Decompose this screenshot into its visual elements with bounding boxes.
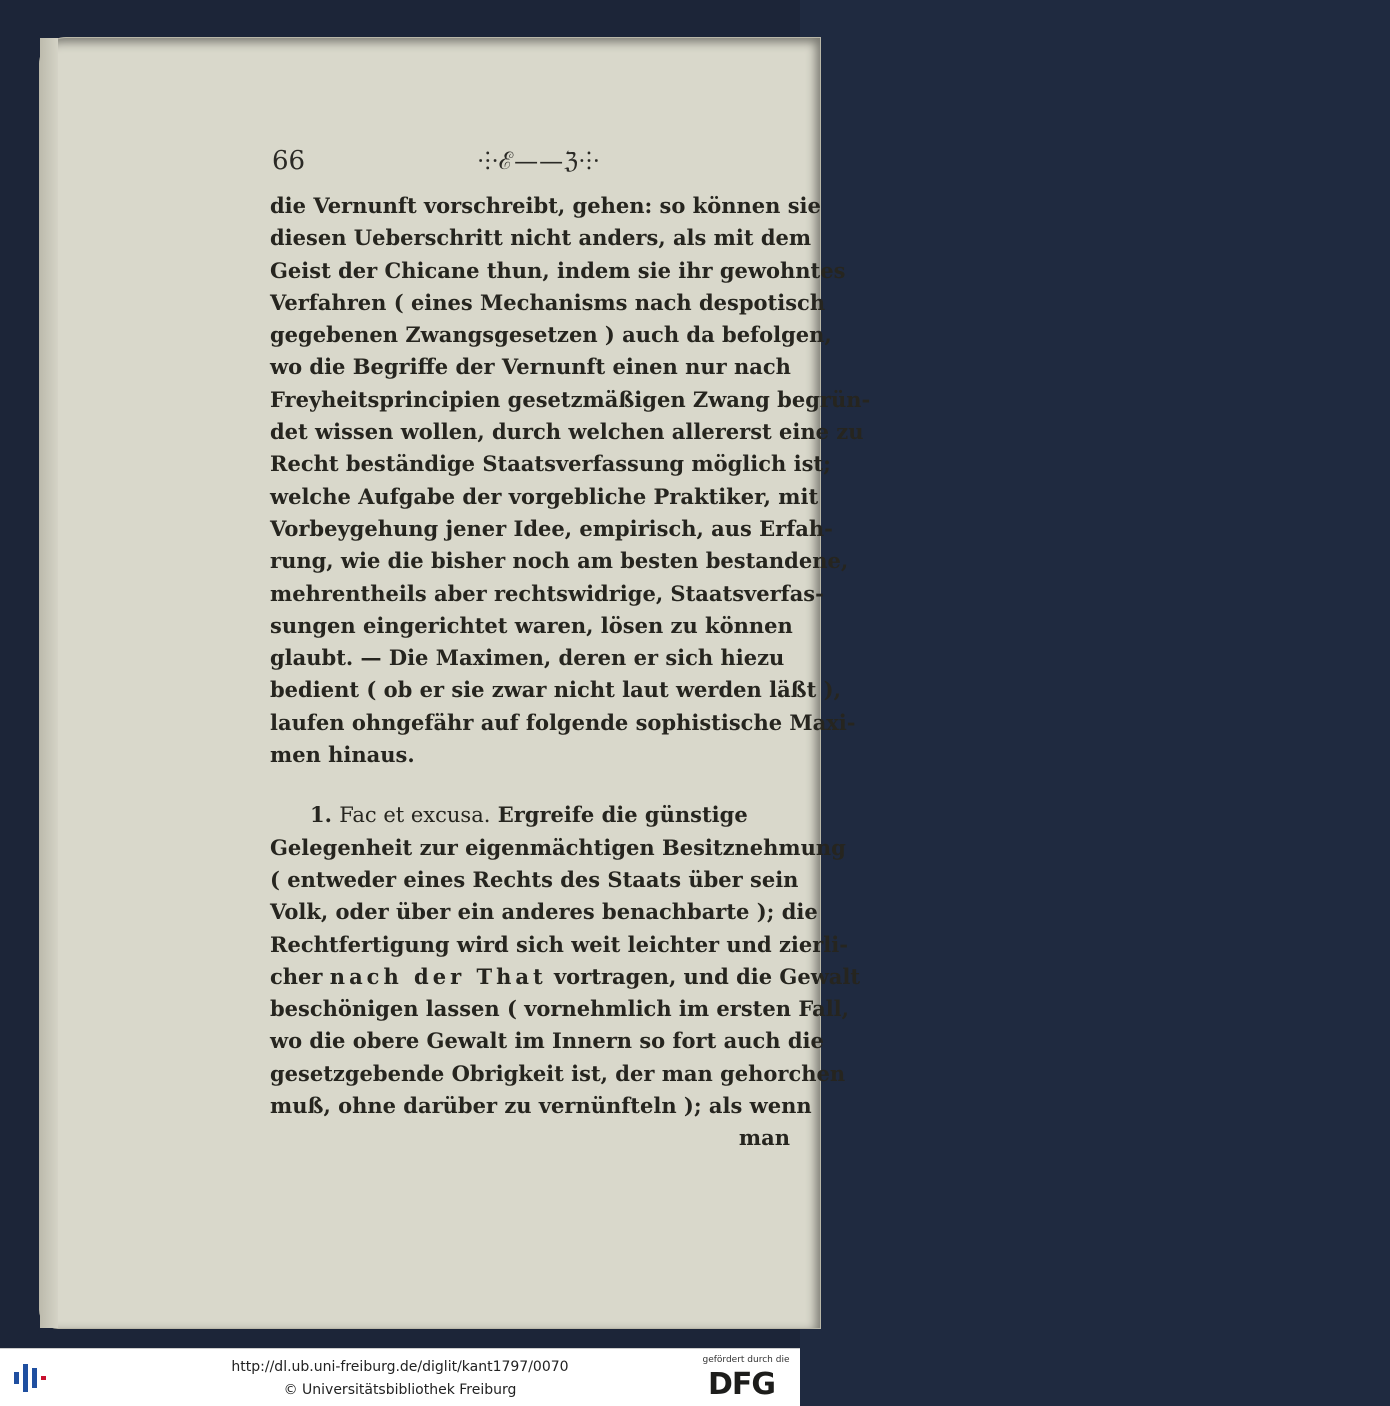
text-line: cher nach der That vortragen, und die Gewalt (270, 963, 861, 989)
text-line: Vorbeygehung jener Idee, empirisch, aus Erfah- (270, 515, 833, 541)
text-line: mehrentheils aber rechtswidrige, Staatsverfas- (270, 580, 824, 606)
text-line: Geist der Chicane thun, indem sie ihr gewohntes (270, 257, 846, 283)
spaced-emphasis: nach der That (329, 963, 547, 989)
text-line: Recht beständige Staatsverfassung möglich ist; (270, 451, 831, 477)
text-line: die Vernunft vorschreibt, gehen: so können sie (270, 193, 821, 218)
text-line: rung, wie die bisher noch am besten bestandene, (270, 548, 849, 574)
page-edge (40, 38, 58, 1328)
page-number: 66 (272, 146, 306, 176)
text-line: gegebenen Zwangsgesetzen ) auch da befolgen, (270, 322, 832, 348)
text-line: laufen ohngefähr auf folgende sophistische Maxi- (270, 709, 856, 735)
text-line: gesetzgebende Obrigkeit ist, der man gehorchen (270, 1060, 846, 1086)
header-ornament: ⸭ℰ——ℨ⸭ (478, 147, 600, 175)
dfg-caption: gefördert durch die (702, 1355, 790, 1365)
text-line: bedient ( ob er sie zwar nicht laut werden läßt ), (270, 677, 841, 703)
text-line: diesen Ueberschritt nicht anders, als mit dem (270, 225, 812, 251)
text-line: Rechtfertigung wird sich weit leichter und zierli- (270, 931, 848, 957)
text-line: Freyheitsprincipien gesetzmäßigen Zwang begrün- (270, 386, 871, 412)
text-line: Verfahren ( eines Mechanisms nach despotisch (270, 289, 826, 315)
text-line: Gelegenheit zur eigenmächtigen Besitznehmung (270, 834, 846, 860)
dfg-logo[interactable]: DFG (708, 1367, 776, 1402)
latin-phrase: Fac et excusa. (339, 803, 491, 828)
viewer-footer (0, 1348, 800, 1406)
paragraph-2 (270, 799, 861, 1154)
text-line: wo die Begriffe der Vernunft einen nur nach (270, 354, 791, 380)
text-line: beschönigen lassen ( vornehmlich im ersten Fall, (270, 996, 849, 1022)
text-line: muß, ohne darüber zu vernünfteln ); als wenn (270, 1093, 812, 1119)
text-line: 1. Fac et excusa. Ergreife die günstige (310, 802, 748, 828)
text-line: men hinaus. (270, 742, 415, 768)
text-line: glaubt. — Die Maximen, deren er sich hiezu (270, 645, 785, 671)
text-line: welche Aufgabe der vorgebliche Praktiker, mit (270, 483, 819, 509)
text-line: det wissen wollen, durch welchen allererst eine zu (270, 419, 864, 445)
copyright-notice: © Universitätsbibliothek Freiburg (283, 1382, 517, 1398)
catchword: man (738, 1125, 790, 1151)
book-page (40, 38, 871, 1328)
text-line: sungen eingerichtet waren, lösen zu können (270, 612, 793, 638)
text-line: wo die obere Gewalt im Innern so fort auch die (270, 1028, 824, 1054)
text-line: ( entweder eines Rechts des Staats über sein (270, 866, 799, 892)
page-body-text (270, 190, 871, 1155)
permalink-url[interactable]: http://dl.ub.uni-freiburg.de/diglit/kant1797/0070 (231, 1359, 569, 1375)
paragraph-1 (270, 190, 871, 771)
text-line: Volk, oder über ein anderes benachbarte ); die (270, 899, 818, 925)
